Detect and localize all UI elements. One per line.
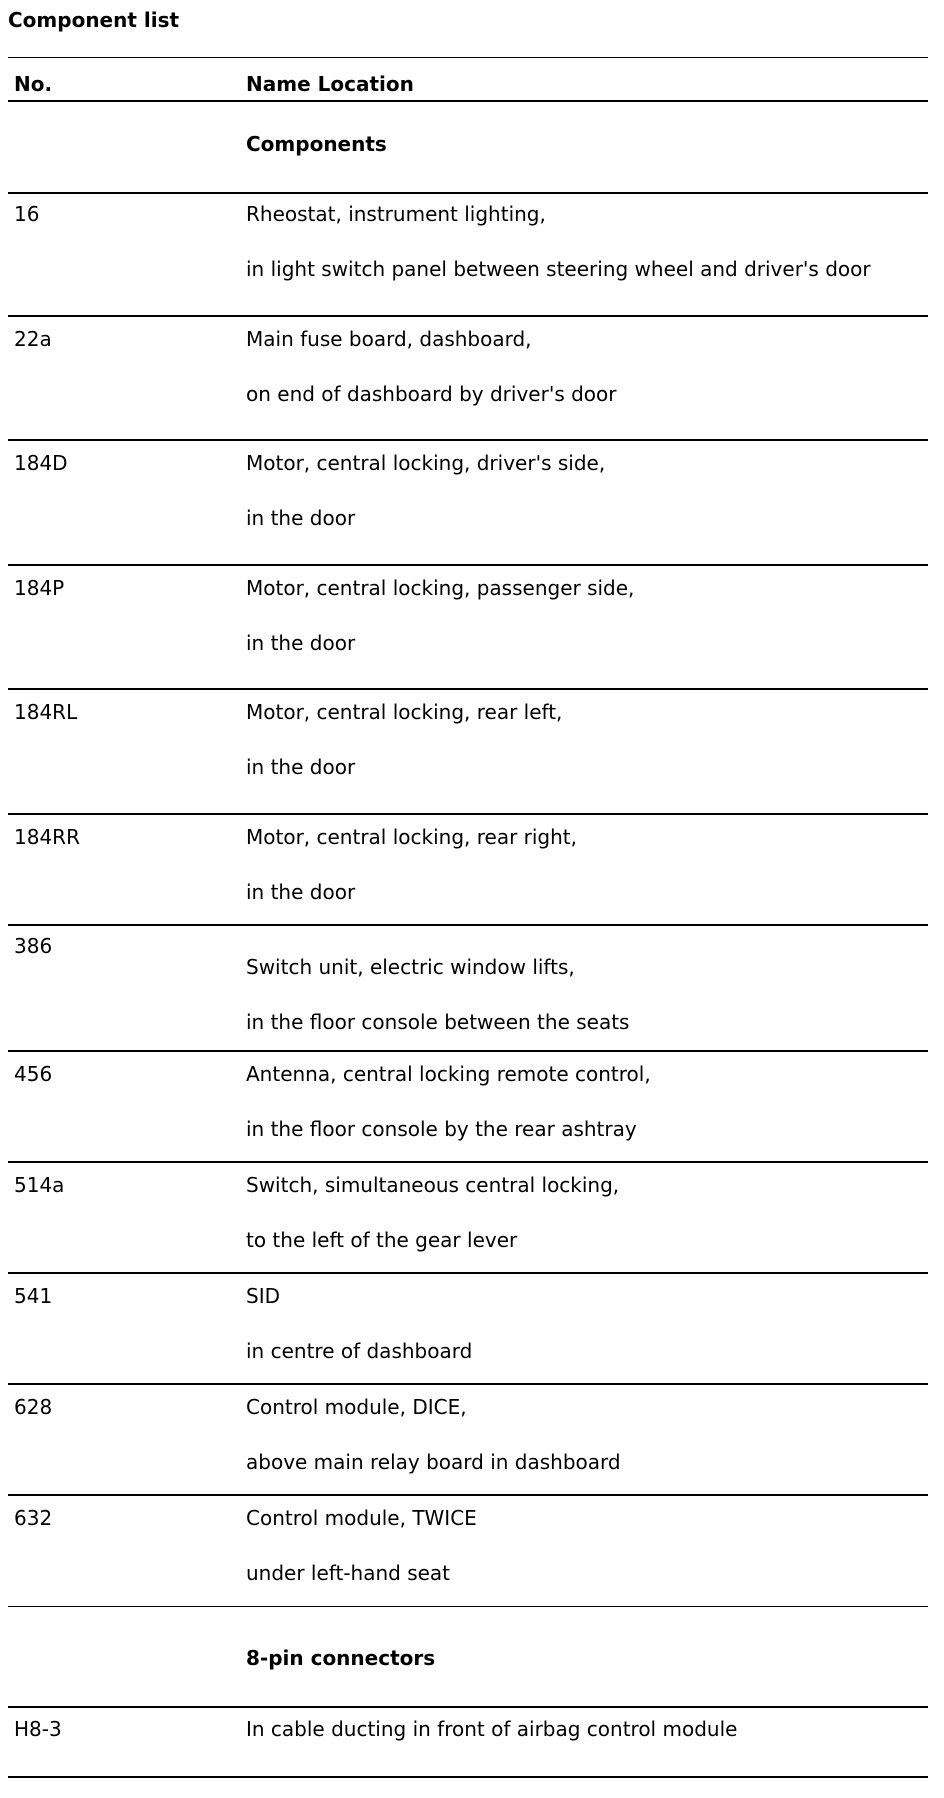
row-divider [8, 315, 928, 317]
row-number: 184P [14, 576, 65, 600]
row-location: in the floor console by the rear ashtray [246, 1117, 637, 1141]
section-heading-components: Components [246, 132, 387, 156]
row-divider [8, 1606, 928, 1607]
row-number: 184D [14, 451, 68, 475]
row-location: in light switch panel between steering wheel and driver's door [246, 257, 871, 281]
row-number: 16 [14, 202, 40, 226]
row-divider [8, 813, 928, 815]
row-location: in the door [246, 631, 356, 655]
row-divider [8, 924, 928, 926]
header-bottom-rule [8, 100, 928, 102]
row-divider [8, 1494, 928, 1496]
row-name: Motor, central locking, rear left, [246, 700, 563, 724]
row-location: to the left of the gear lever [246, 1228, 518, 1252]
row-name: SID [246, 1284, 280, 1308]
row-name: In cable ducting in front of airbag control module [246, 1717, 738, 1741]
row-number: 22a [14, 327, 52, 351]
row-divider [8, 439, 928, 441]
row-name: Switch unit, electric window lifts, [246, 955, 575, 979]
row-number: 456 [14, 1062, 53, 1086]
row-location: on end of dashboard by driver's door [246, 382, 617, 406]
row-name: Switch, simultaneous central locking, [246, 1173, 620, 1197]
table-bottom-rule [8, 1776, 928, 1778]
row-name: Motor, central locking, rear right, [246, 825, 578, 849]
row-name: Motor, central locking, passenger side, [246, 576, 635, 600]
row-divider [8, 1383, 928, 1385]
header-top-rule [8, 57, 928, 58]
row-location: in the door [246, 506, 356, 530]
row-location: in the floor console between the seats [246, 1010, 630, 1034]
row-divider [8, 1161, 928, 1163]
row-divider [8, 1706, 928, 1708]
row-divider [8, 688, 928, 690]
row-name: Control module, TWICE [246, 1506, 477, 1530]
row-name: Control module, DICE, [246, 1395, 467, 1419]
row-name: Rheostat, instrument lighting, [246, 202, 546, 226]
row-number: 628 [14, 1395, 53, 1419]
row-name: Motor, central locking, driver's side, [246, 451, 606, 475]
row-name: Antenna, central locking remote control, [246, 1062, 651, 1086]
row-number: H8-3 [14, 1717, 62, 1741]
row-number: 184RL [14, 700, 78, 724]
row-divider [8, 1272, 928, 1274]
column-header-no: No. [14, 72, 53, 96]
row-location: under left-hand seat [246, 1561, 451, 1585]
row-divider [8, 192, 928, 194]
row-location: in the door [246, 755, 356, 779]
row-location: above main relay board in dashboard [246, 1450, 621, 1474]
row-number: 514a [14, 1173, 65, 1197]
row-location: in the door [246, 880, 356, 904]
row-divider [8, 1050, 928, 1052]
row-number: 541 [14, 1284, 53, 1308]
page-title: Component list [8, 8, 180, 32]
row-divider [8, 564, 928, 566]
section-heading-8-pin-connectors: 8-pin connectors [246, 1646, 436, 1670]
column-header-name-location: Name Location [246, 72, 414, 96]
row-name: Main fuse board, dashboard, [246, 327, 532, 351]
row-location: in centre of dashboard [246, 1339, 473, 1363]
row-number: 632 [14, 1506, 53, 1530]
row-number: 386 [14, 934, 53, 958]
row-number: 184RR [14, 825, 80, 849]
